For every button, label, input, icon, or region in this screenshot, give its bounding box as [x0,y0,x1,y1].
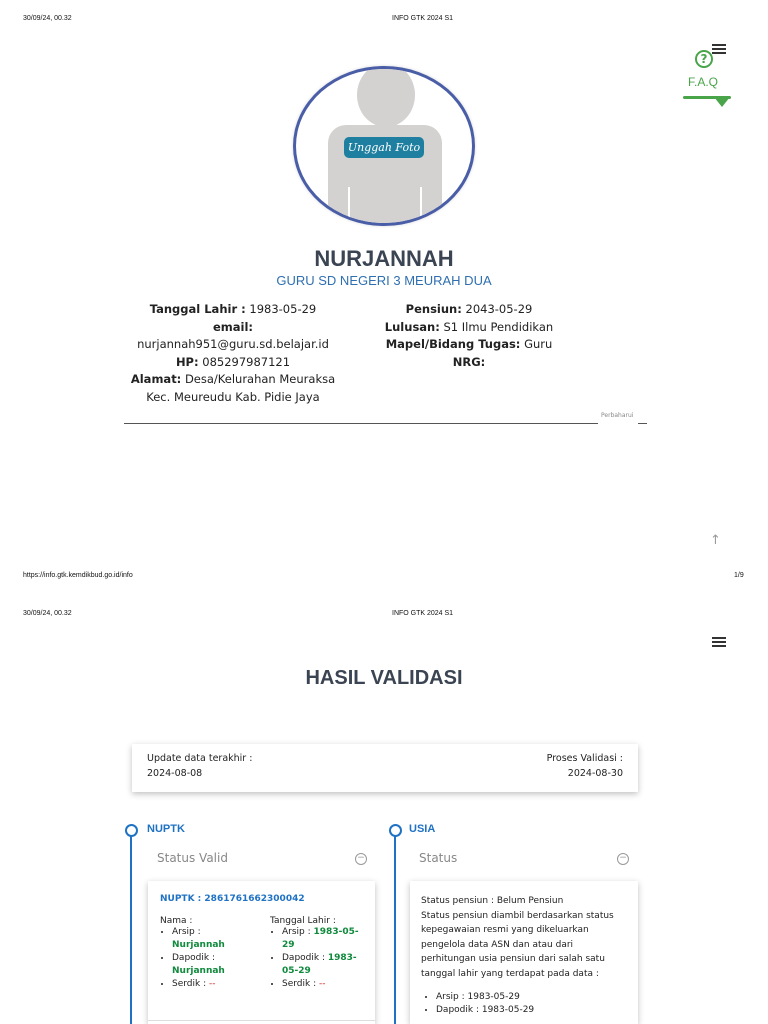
section-title: HASIL VALIDASI [305,667,463,689]
email-value: nurjannah951@guru.sd.belajar.id [137,337,329,351]
avatar-head [357,66,415,127]
profile-info-left: Tanggal Lahir : 1983-05-29 email: nurjannah951@guru.sd.belajar.id HP: 085297987121 Alamat: Desa/Kelurahan Meuraksa Kec. Meureudu Kab. Pidie Jaya [122,301,344,406]
usia-status: Status [419,851,458,865]
timeline-line-usia [394,832,396,1024]
faq-label: F.A.Q [688,75,719,89]
birth-date: 1983-05-29 [249,302,317,316]
print-site-title-2: INFO GTK 2024 S1 [392,610,454,617]
usia-text: Status pensiun : Belum Pensiun Status pensiun diambil berdasarkan status kepegawaian resmi yang dikeluarkan pengelola data ASN dan atau dari perhitungan usia pensiun dari salah satu tanggal lahir yang terdapat pada data : [421,896,614,979]
nuptk-card [148,881,375,1024]
subject-value: Guru [524,337,553,351]
timeline-line-nuptk [130,832,132,1024]
proses-value: 2024-08-30 [567,768,623,779]
print-site-title: INFO GTK 2024 S1 [392,15,454,22]
proses-label: Proses Validasi : [546,753,623,764]
usia-list: • Arsip : 1983-05-29 • Dapodik : 1983-05-29 [424,991,534,1017]
menu-icon-2[interactable] [712,637,726,648]
timeline-dot-icon [125,824,138,837]
print-url: https://info.gtk.kemdikbud.go.id/info [23,572,133,579]
collapse-icon[interactable]: − [617,853,629,865]
avatar [293,66,475,226]
profile-info-right: Pensiun: 2043-05-29 Lulusan: S1 Ilmu Pendidikan Mapel/Bidang Tugas: Guru NRG: [384,302,554,369]
nuptk-number: NUPTK : 2861761662300042 [160,894,305,904]
address-line-1: Desa/Kelurahan Meuraksa [184,372,336,386]
update-label: Update data terakhir : [147,753,253,764]
print-date: 30/09/24, 00.32 [23,15,72,22]
print-date-2: 30/09/24, 00.32 [23,610,72,617]
usia-card [410,881,638,1024]
scroll-top-icon[interactable]: ↑ [710,533,721,548]
print-page-number: 1/9 [734,572,744,579]
help-icon: ? [695,50,713,68]
nuptk-status: Status Valid [157,851,228,865]
profile-name: NURJANNAH [314,246,454,271]
profile-school: GURU SD NEGERI 3 MEURAH DUA [276,273,492,288]
update-value: 2024-08-08 [147,768,203,779]
nuptk-heading: NUPTK [147,823,185,835]
phone-value: 085297987121 [202,354,291,369]
timeline-dot-icon [389,824,402,837]
menu-icon[interactable] [712,44,726,55]
collapse-icon[interactable]: − [355,853,367,865]
update-link[interactable]: Perbaharui [601,412,634,419]
tgl-block: Tanggal Lahir : • Arsip : 1983-05- 29 • Dapodik : 1983- 05-29 • Serdik : -- [270,916,370,991]
education-value: S1 Ilmu Pendidikan [443,319,554,334]
retirement-date: 2043-05-29 [465,302,533,316]
address-line-2: Kec. Meureudu Kab. Pidie Jaya [146,389,320,404]
divider [124,423,598,424]
update-card [132,744,638,792]
nama-block: Nama : • Arsip : Nurjannah • Dapodik : Nurjannah • Serdik : -- [160,916,260,991]
faq-arrow-icon [714,97,730,107]
usia-heading: USIA [409,823,436,835]
upload-photo-button[interactable]: Unggah Foto [344,137,424,158]
